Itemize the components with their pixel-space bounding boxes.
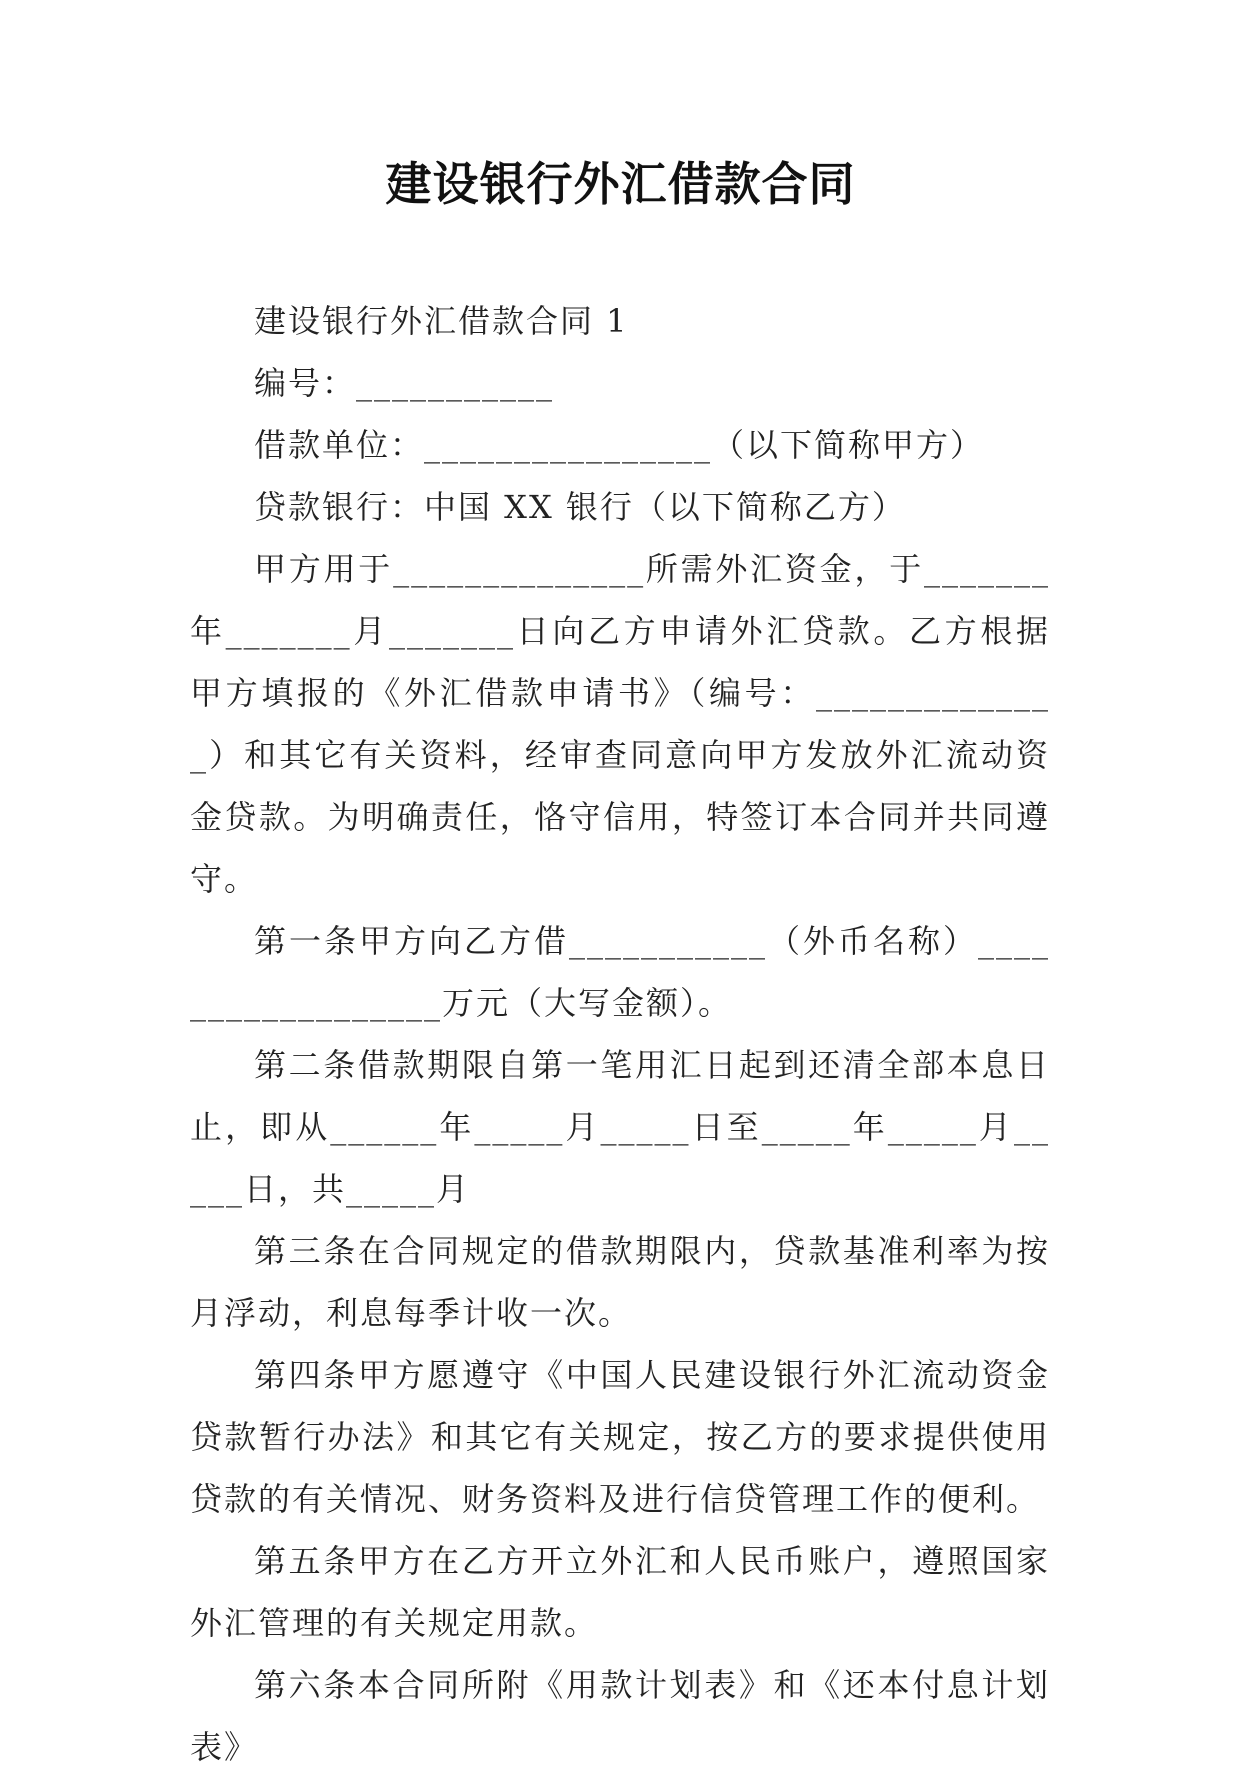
- paragraph-article-4: 第四条甲方愿遵守《中国人民建设银行外汇流动资金贷款暂行办法》和其它有关规定，按乙方的要求提供使用贷款的有关情况、财务资料及进行信贷管理工作的便利。: [190, 1356, 1050, 1518]
- paragraph-article-2: 第二条借款期限自第一笔用汇日起到还清全部本息日止，即从______年_____月_____日至_____年_____月_____日，共_____月: [190, 1046, 1050, 1208]
- paragraph-contract-number: 编号：___________: [254, 364, 555, 402]
- paragraph-article-5: 第五条甲方在乙方开立外汇和人民币账户，遵照国家外汇管理的有关规定用款。: [190, 1542, 1050, 1642]
- document-body: [190, 290, 1050, 1778]
- paragraph-article-3: 第三条在合同规定的借款期限内，贷款基准利率为按月浮动，利息每季计收一次。: [190, 1232, 1050, 1332]
- paragraph-article-1: 第一条甲方向乙方借___________（外币名称）__________________万元（大写金额）。: [190, 922, 1050, 1022]
- document-title: 建设银行外汇借款合同: [385, 157, 856, 211]
- paragraph-preamble: 甲方用于______________所需外汇资金，于_______年_______月_______日向乙方申请外汇贷款。乙方根据甲方填报的《外汇借款申请书》（编号：______________）和其它有关资料，经审查同意向甲方发放外汇流动资金贷款。为明确责任，恪守信用，特签订本合同并共同遵守。: [190, 550, 1050, 898]
- paragraph-borrower: 借款单位：________________（以下简称甲方）: [254, 426, 985, 464]
- paragraph-lender: 贷款银行：中国 XX 银行（以下简称乙方）: [254, 488, 906, 526]
- paragraph-article-6: 第六条本合同所附《用款计划表》和《还本付息计划表》: [190, 1666, 1050, 1766]
- paragraph-contract-heading: 建设银行外汇借款合同 1: [254, 302, 629, 340]
